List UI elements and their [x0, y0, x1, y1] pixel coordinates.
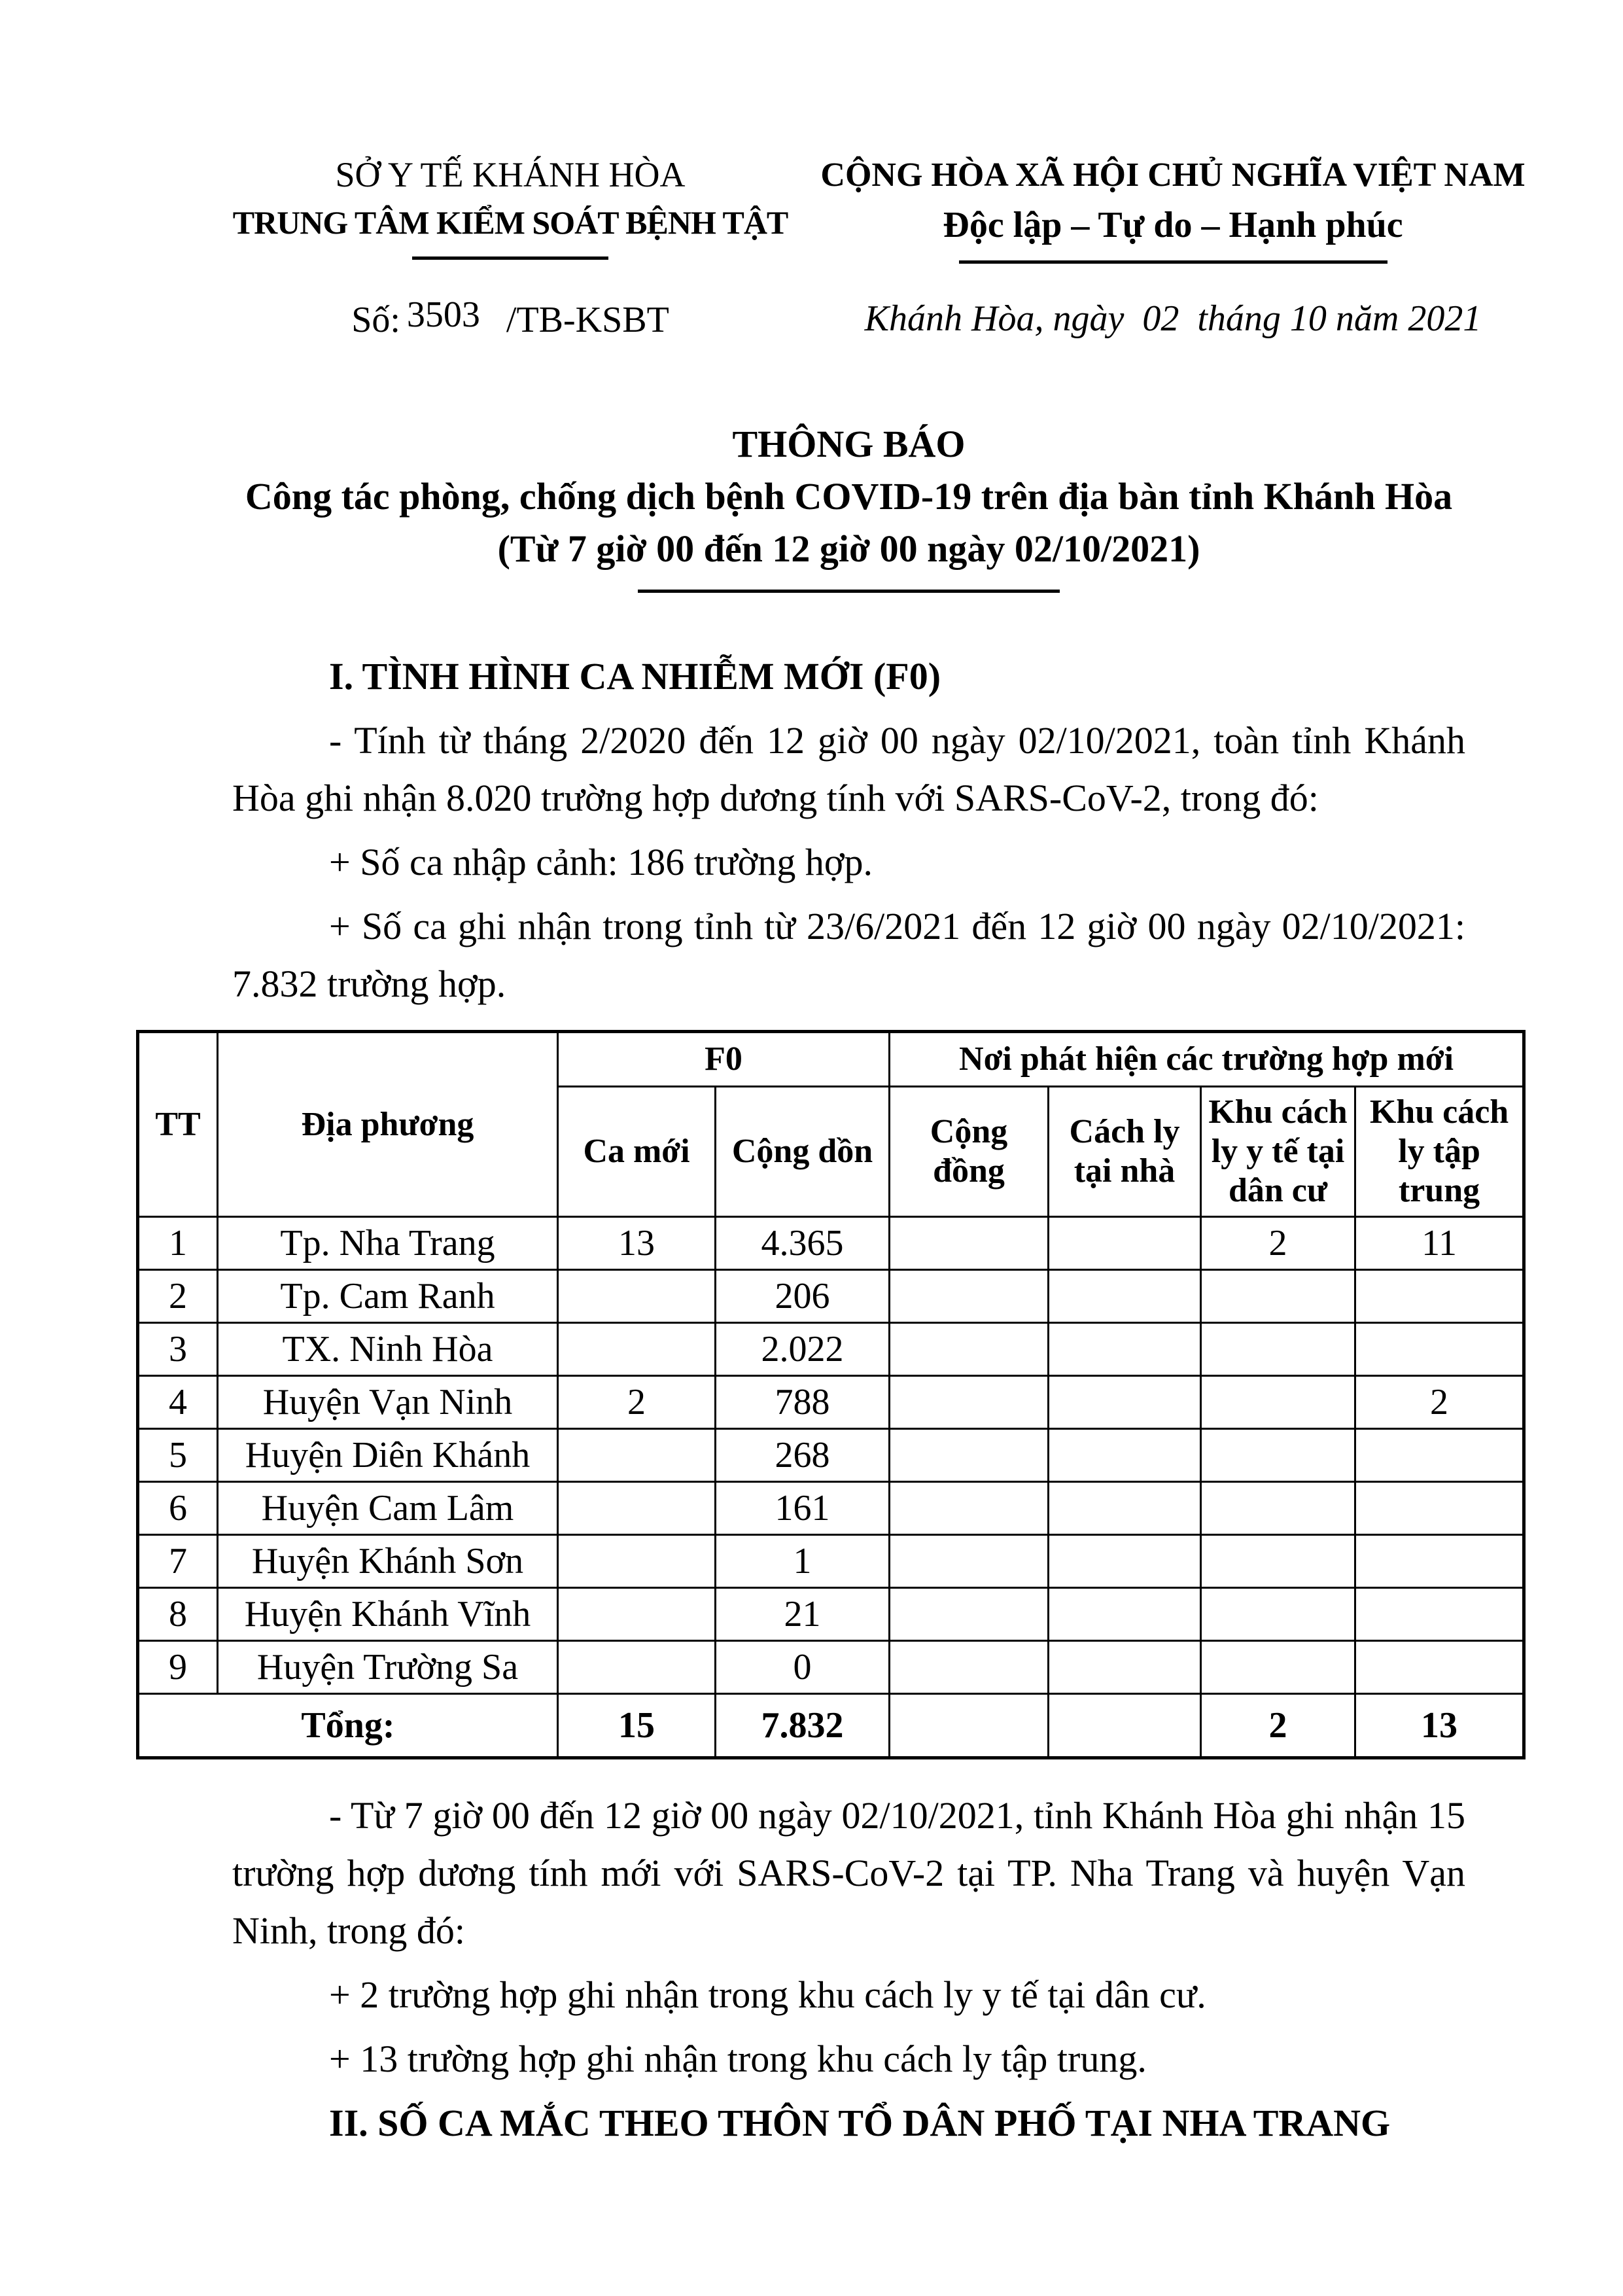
cell-ca-moi	[558, 1270, 716, 1323]
cell-district: Huyện Vạn Ninh	[218, 1376, 558, 1429]
national-motto: Độc lập – Tự do – Hạnh phúc	[943, 205, 1403, 245]
cell-khu-cach-ly-tap-trung	[1355, 1323, 1524, 1376]
cell-cach-ly-tai-nha	[1049, 1588, 1201, 1641]
org-name-rule	[412, 256, 608, 260]
table-total-row	[138, 1694, 1524, 1758]
cell-khu-cach-ly-y-te	[1201, 1270, 1355, 1323]
national-title: CỘNG HÒA XÃ HỘI CHỦ NGHĨA VIỆT NAM	[820, 156, 1526, 194]
col-header-khu-cach-ly-y-te: Khu cách ly y tế tại dân cư	[1201, 1087, 1355, 1217]
paragraph: + 13 trường hợp ghi nhận trong khu cách ly tập trung.	[329, 2038, 1147, 2080]
cell-cong-don: 21	[716, 1588, 890, 1641]
cell-cong-don: 0	[716, 1641, 890, 1694]
cell-ca-moi	[558, 1482, 716, 1535]
title-rule	[638, 590, 1060, 593]
cell-cong-don: 161	[716, 1482, 890, 1535]
org-name: TRUNG TÂM KIỂM SOÁT BỆNH TẬT	[232, 204, 788, 241]
table-body	[138, 1217, 1524, 1694]
cell-khu-cach-ly-tap-trung	[1355, 1641, 1524, 1694]
table-row	[138, 1376, 1524, 1429]
cell-ca-moi	[558, 1535, 716, 1588]
cell-cong-dong	[890, 1270, 1049, 1323]
cell-cong-dong	[890, 1641, 1049, 1694]
table-row	[138, 1429, 1524, 1482]
cell-stt: 7	[138, 1535, 218, 1588]
col-header-dia-phuong: Địa phương	[218, 1032, 558, 1217]
col-header-tt: TT	[138, 1032, 218, 1217]
table-head	[138, 1032, 1524, 1217]
section-2-heading: II. SỐ CA MẮC THEO THÔN TỔ DÂN PHỐ TẠI NHA TRANG	[329, 2102, 1391, 2144]
total-ca-moi: 15	[558, 1694, 716, 1758]
total-cong-don: 7.832	[716, 1694, 890, 1758]
paragraph: - Từ 7 giờ 00 đến 12 giờ 00 ngày 02/10/2021, tỉnh Khánh Hòa ghi nhận 15 trường hợp dương tính mới với SARS-CoV-2 tại TP. Nha Trang và huyện Vạn Ninh, trong đó:	[232, 1794, 1465, 1952]
cell-cong-dong	[890, 1323, 1049, 1376]
cell-ca-moi: 2	[558, 1376, 716, 1429]
cell-cong-dong	[890, 1217, 1049, 1270]
cell-khu-cach-ly-y-te	[1201, 1323, 1355, 1376]
cell-stt: 2	[138, 1270, 218, 1323]
cell-district: TX. Ninh Hòa	[218, 1323, 558, 1376]
total-cong-dong	[890, 1694, 1049, 1758]
total-khu-cach-ly-y-te: 2	[1201, 1694, 1355, 1758]
paragraph: + 2 trường hợp ghi nhận trong khu cách ly y tế tại dân cư.	[329, 1973, 1206, 2016]
doc-type-title: THÔNG BÁO	[732, 423, 966, 465]
cell-khu-cach-ly-tap-trung	[1355, 1535, 1524, 1588]
col-header-cong-don: Cộng dồn	[716, 1087, 890, 1217]
cell-khu-cach-ly-y-te: 2	[1201, 1217, 1355, 1270]
cell-khu-cach-ly-tap-trung	[1355, 1270, 1524, 1323]
col-group-f0: F0	[558, 1032, 890, 1087]
cell-district: Tp. Cam Ranh	[218, 1270, 558, 1323]
cell-khu-cach-ly-tap-trung: 11	[1355, 1217, 1524, 1270]
paragraph: + Số ca nhập cảnh: 186 trường hợp.	[329, 841, 873, 883]
cell-stt: 3	[138, 1323, 218, 1376]
cell-district: Huyện Trường Sa	[218, 1641, 558, 1694]
total-khu-cach-ly-tap-trung: 13	[1355, 1694, 1524, 1758]
table-row	[138, 1217, 1524, 1270]
cell-cach-ly-tai-nha	[1049, 1535, 1201, 1588]
cell-stt: 9	[138, 1641, 218, 1694]
cell-cong-dong	[890, 1535, 1049, 1588]
title-block	[232, 418, 1465, 593]
cell-district: Huyện Khánh Vĩnh	[218, 1588, 558, 1641]
col-group-noi-phat-hien: Nơi phát hiện các trường hợp mới	[890, 1032, 1524, 1087]
col-header-cong-dong: Cộng đồng	[890, 1087, 1049, 1217]
doc-subject-title: Công tác phòng, chống dịch bệnh COVID-19 trên địa bàn tỉnh Khánh Hòa	[245, 475, 1453, 518]
cell-khu-cach-ly-tap-trung: 2	[1355, 1376, 1524, 1429]
section-1-heading: I. TÌNH HÌNH CA NHIỄM MỚI (F0)	[329, 655, 941, 698]
table-row	[138, 1588, 1524, 1641]
cell-cach-ly-tai-nha	[1049, 1376, 1201, 1429]
cell-cong-don: 2.022	[716, 1323, 890, 1376]
org-parent-name: SỞ Y TẾ KHÁNH HÒA	[335, 155, 686, 194]
table-row	[138, 1535, 1524, 1588]
doc-time-range: (Từ 7 giờ 00 đến 12 giờ 00 ngày 02/10/2021)	[497, 527, 1200, 570]
cell-khu-cach-ly-y-te	[1201, 1482, 1355, 1535]
cell-cong-dong	[890, 1429, 1049, 1482]
table-row	[138, 1482, 1524, 1535]
cell-cach-ly-tai-nha	[1049, 1217, 1201, 1270]
col-header-cach-ly-tai-nha: Cách ly tại nhà	[1049, 1087, 1201, 1217]
section-1	[232, 648, 1465, 1013]
cell-cong-dong	[890, 1588, 1049, 1641]
paragraph: - Tính từ tháng 2/2020 đến 12 giờ 00 ngày 02/10/2021, toàn tỉnh Khánh Hòa ghi nhận 8.020 trường hợp dương tính với SARS-CoV-2, trong đó:	[232, 719, 1465, 819]
cell-district: Huyện Diên Khánh	[218, 1429, 558, 1482]
cell-district: Huyện Khánh Sơn	[218, 1535, 558, 1588]
table-row	[138, 1323, 1524, 1376]
cell-stt: 6	[138, 1482, 218, 1535]
cell-ca-moi	[558, 1429, 716, 1482]
col-header-ca-moi: Ca mới	[558, 1087, 716, 1217]
cell-ca-moi	[558, 1323, 716, 1376]
table-row	[138, 1270, 1524, 1323]
cell-stt: 8	[138, 1588, 218, 1641]
doc-no-suffix: /TB-KSBT	[506, 300, 669, 340]
cell-khu-cach-ly-y-te	[1201, 1535, 1355, 1588]
cell-khu-cach-ly-y-te	[1201, 1588, 1355, 1641]
cell-khu-cach-ly-tap-trung	[1355, 1482, 1524, 1535]
cell-cong-don: 206	[716, 1270, 890, 1323]
col-header-khu-cach-ly-tap-trung: Khu cách ly tập trung	[1355, 1087, 1524, 1217]
cell-cong-don: 268	[716, 1429, 890, 1482]
cell-cach-ly-tai-nha	[1049, 1270, 1201, 1323]
cell-district: Tp. Nha Trang	[218, 1217, 558, 1270]
cell-cach-ly-tai-nha	[1049, 1323, 1201, 1376]
cell-ca-moi: 13	[558, 1217, 716, 1270]
document-header	[0, 0, 1623, 341]
f0-statistics-table	[136, 1030, 1526, 1759]
cell-cach-ly-tai-nha	[1049, 1641, 1201, 1694]
cell-khu-cach-ly-tap-trung	[1355, 1588, 1524, 1641]
cell-ca-moi	[558, 1588, 716, 1641]
doc-no-value: 3503	[406, 294, 480, 335]
cell-district: Huyện Cam Lâm	[218, 1482, 558, 1535]
doc-no-label: Số:	[351, 300, 400, 340]
cell-khu-cach-ly-tap-trung	[1355, 1429, 1524, 1482]
cell-cong-don: 788	[716, 1376, 890, 1429]
place-date-line: Khánh Hòa, ngày 02 tháng 10 năm 2021	[864, 298, 1482, 339]
table-row	[138, 1641, 1524, 1694]
national-motto-block	[814, 152, 1531, 341]
cell-cach-ly-tai-nha	[1049, 1429, 1201, 1482]
document-number	[206, 294, 814, 341]
issuing-org-block	[206, 152, 814, 341]
cell-cong-don: 4.365	[716, 1217, 890, 1270]
cell-khu-cach-ly-y-te	[1201, 1429, 1355, 1482]
section-1-continued	[232, 1787, 1465, 2152]
cell-cach-ly-tai-nha	[1049, 1482, 1201, 1535]
paragraph: + Số ca ghi nhận trong tỉnh từ 23/6/2021 đến 12 giờ 00 ngày 02/10/2021: 7.832 trường hợp.	[232, 905, 1465, 1005]
cell-cong-dong	[890, 1482, 1049, 1535]
cell-ca-moi	[558, 1641, 716, 1694]
cell-stt: 5	[138, 1429, 218, 1482]
total-cach-ly-tai-nha	[1049, 1694, 1201, 1758]
motto-rule	[959, 260, 1387, 264]
cell-cong-don: 1	[716, 1535, 890, 1588]
cell-stt: 4	[138, 1376, 218, 1429]
cell-khu-cach-ly-y-te	[1201, 1641, 1355, 1694]
cell-khu-cach-ly-y-te	[1201, 1376, 1355, 1429]
cell-cong-dong	[890, 1376, 1049, 1429]
total-label: Tổng:	[138, 1694, 558, 1758]
cell-stt: 1	[138, 1217, 218, 1270]
